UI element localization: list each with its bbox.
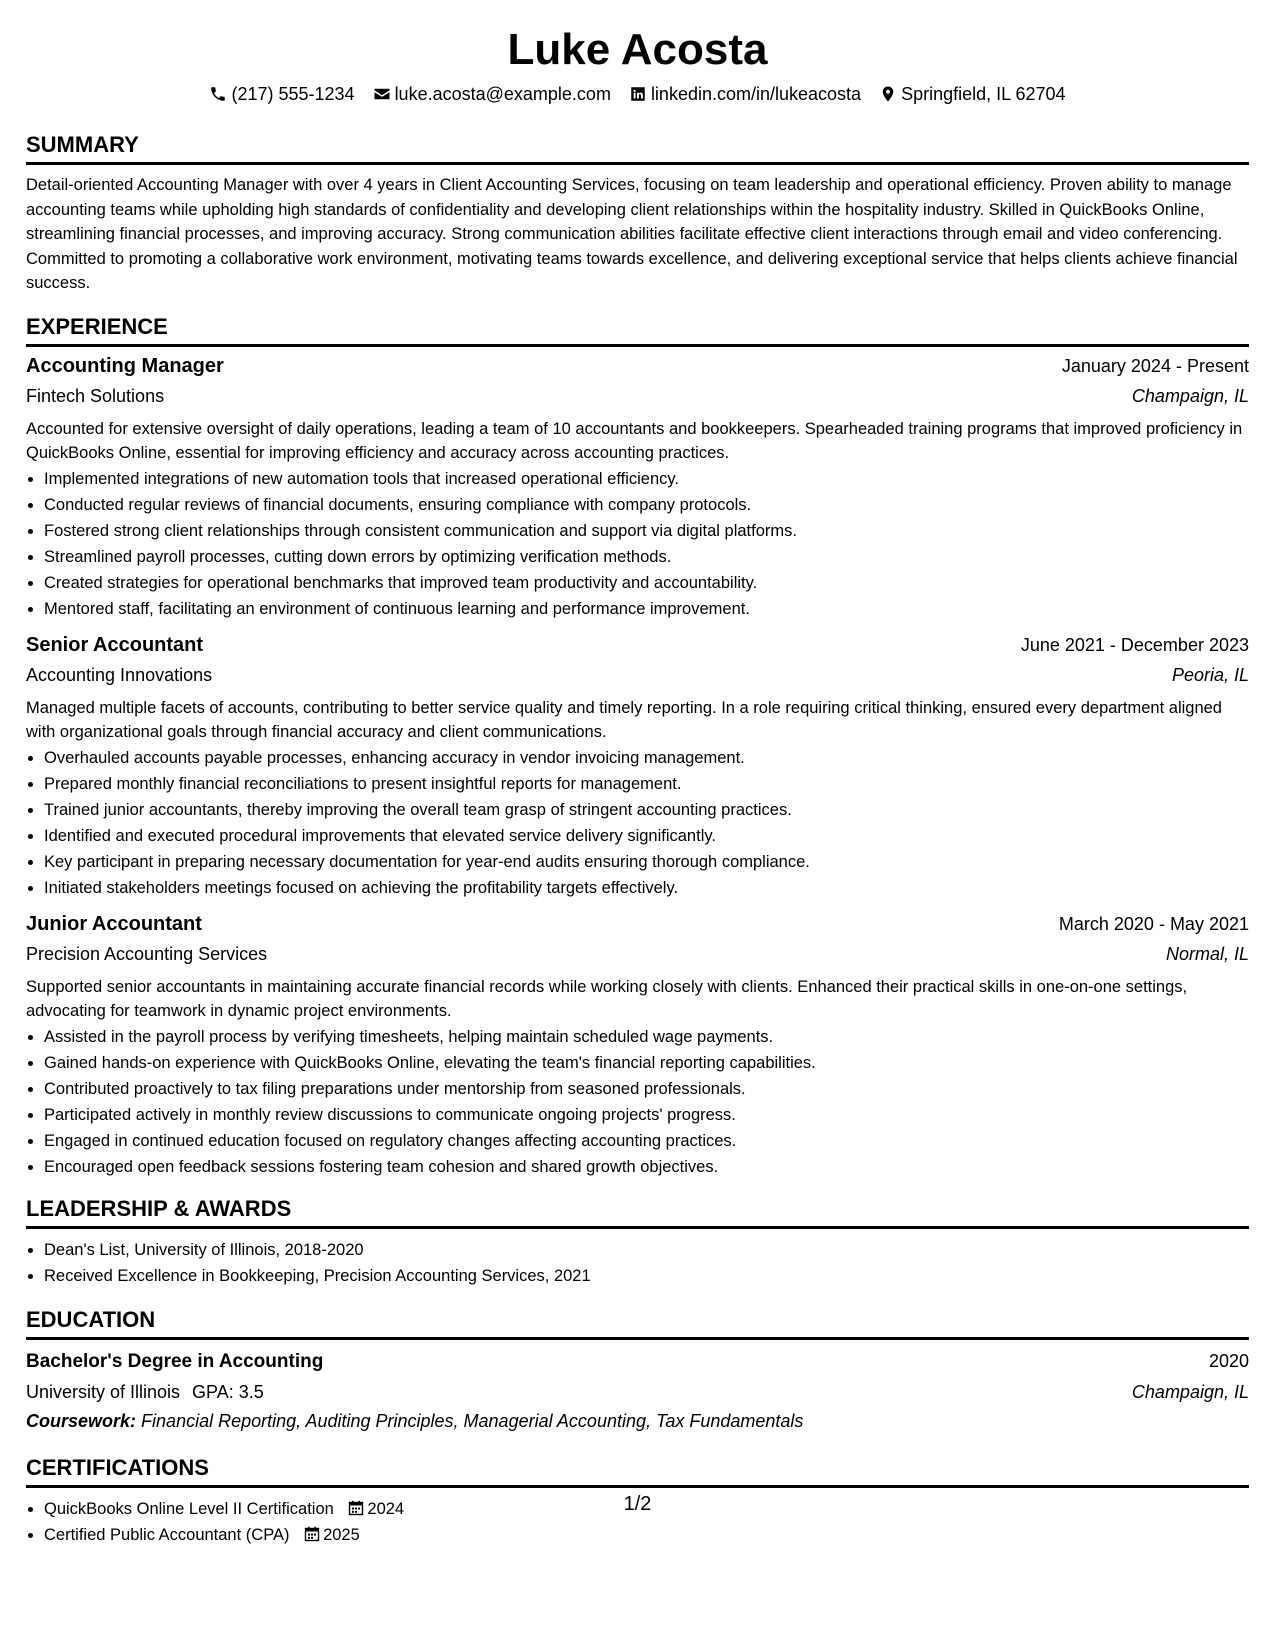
list-item: • Identified and executed procedural improvements that elevated service delivery significantly. [44, 823, 1249, 849]
school-location: Champaign, IL [1131, 1381, 1249, 1402]
contact-linkedin[interactable] [629, 82, 861, 106]
list-item: • Contributed proactively to tax filing preparations under mentorship from seasoned professionals. [44, 1076, 1249, 1102]
section-title-certifications: CERTIFICATIONS [26, 1455, 1249, 1488]
contact-email[interactable] [373, 82, 611, 106]
candidate-name: Luke Acosta [507, 25, 768, 74]
coursework-label: Coursework: [26, 1410, 137, 1431]
job-title: Accounting Manager [26, 354, 224, 377]
list-item: • Engaged in continued education focused on regulatory changes affecting accounting practices. [44, 1128, 1249, 1154]
list-item: • Assisted in the payroll process by verifying timesheets, helping maintain scheduled wage payments. [44, 1024, 1249, 1050]
page-number: 1/2 [623, 1493, 652, 1515]
job-dates: June 2021 - December 2023 [1020, 634, 1249, 655]
school-name: University of Illinois [26, 1381, 181, 1402]
contact-bar [26, 82, 1249, 106]
list-item [44, 1522, 1249, 1548]
job-description: Supported senior accountants in maintaining accurate financial records while working closely with clients. Enhanced their practical skills in one-on-one settings, advocating for teamwork in dynamic project environments. [26, 977, 1188, 1020]
job-location: Normal, IL [1165, 943, 1249, 964]
list-item: • Participated actively in monthly review discussions to communicate ongoing projects' progress. [44, 1102, 1249, 1128]
phone-icon [209, 85, 227, 103]
job-title: Junior Accountant [26, 912, 202, 935]
job-entry [26, 630, 1249, 901]
list-item: • Fostered strong client relationships through consistent communication and support via digital platforms. [44, 518, 1249, 544]
list-item: • Streamlined payroll processes, cutting down errors by optimizing verification methods. [44, 544, 1249, 570]
school-line [26, 1377, 264, 1407]
map-pin-icon [879, 85, 897, 103]
job-dates: January 2024 - Present [1061, 355, 1249, 376]
summary-section [26, 132, 1249, 296]
envelope-icon [373, 85, 391, 103]
certification-year: 2024 [367, 1499, 405, 1518]
section-title-summary: SUMMARY [26, 132, 1249, 165]
gpa: GPA: 3.5 [192, 1381, 264, 1402]
job-company: Precision Accounting Services [26, 943, 268, 964]
calendar-icon [304, 1526, 320, 1542]
list-item: • Received Excellence in Bookkeeping, Precision Accounting Services, 2021 [44, 1263, 1249, 1289]
job-title: Senior Accountant [26, 633, 204, 656]
certification-name: QuickBooks Online Level II Certification [44, 1499, 334, 1518]
certification-name: Certified Public Accountant (CPA) [44, 1525, 290, 1544]
section-title-education: EDUCATION [26, 1307, 1249, 1340]
linkedin-text: linkedin.com/in/lukeacosta [650, 84, 862, 104]
job-entry [26, 351, 1249, 622]
awards-section [26, 1196, 1249, 1289]
contact-location [879, 82, 1065, 106]
coursework [26, 1407, 1249, 1435]
list-item: • Trained junior accountants, thereby improving the overall team grasp of stringent accounting practices. [44, 797, 1249, 823]
list-item: • Encouraged open feedback sessions fostering team cohesion and shared growth objectives. [44, 1154, 1249, 1180]
list-item: • Created strategies for operational benchmarks that improved team productivity and accountability. [44, 570, 1249, 596]
degree-title: Bachelor's Degree in Accounting [26, 1350, 324, 1372]
list-item: • Key participant in preparing necessary documentation for year-end audits ensuring thorough compliance. [44, 849, 1249, 875]
phone-text: (217) 555-1234 [231, 84, 355, 104]
job-description: Managed multiple facets of accounts, contributing to better service quality and timely reporting. In a role requiring critical thinking, ensured every department aligned with organizational goals through financial accuracy and client communications. [26, 698, 1222, 741]
coursework-list: Financial Reporting, Auditing Principles, Managerial Accounting, Tax Fundamentals [141, 1410, 804, 1431]
job-entry [26, 909, 1249, 1180]
list-item: • Dean's List, University of Illinois, 2018-2020 [44, 1237, 1249, 1263]
list-item: • Initiated stakeholders meetings focused on achieving the profitability targets effectively. [44, 875, 1249, 901]
experience-section [26, 314, 1249, 1180]
section-title-awards: LEADERSHIP & AWARDS [26, 1196, 1249, 1229]
job-location: Champaign, IL [1131, 385, 1249, 406]
list-item: • Gained hands-on experience with QuickBooks Online, elevating the team's financial reporting capabilities. [44, 1050, 1249, 1076]
awards-list [26, 1237, 1249, 1289]
linkedin-icon [629, 85, 647, 103]
contact-phone[interactable] [209, 82, 354, 106]
email-text: luke.acosta@example.com [394, 84, 611, 104]
list-item: • Prepared monthly financial reconciliations to present insightful reports for management. [44, 771, 1249, 797]
job-description: Accounted for extensive oversight of daily operations, leading a team of 10 accountants and bookkeepers. Spearheaded training programs that improved proficiency in QuickBooks Online, essential for improving efficiency and accuracy across accounting practices. [26, 419, 1243, 462]
list-item: • Overhauled accounts payable processes, enhancing accuracy in vendor invoicing management. [44, 745, 1249, 771]
job-bullets [26, 745, 1249, 901]
education-section [26, 1307, 1249, 1435]
list-item: • Implemented integrations of new automation tools that increased operational efficiency. [44, 466, 1249, 492]
job-location: Peoria, IL [1171, 664, 1249, 685]
job-company: Accounting Innovations [26, 664, 213, 685]
certification-year: 2025 [323, 1525, 360, 1544]
section-title-experience: EXPERIENCE [26, 314, 1249, 347]
list-item: • Mentored staff, facilitating an environment of continuous learning and performance improvement. [44, 596, 1249, 622]
summary-text: Detail-oriented Accounting Manager with over 4 years in Client Accounting Services, focusing on team leadership and operational efficiency. Proven ability to manage accounting teams while upholding high standards of confidentiality and developing client relationships within the hospitality industry. Skilled in QuickBooks Online, streamlining financial processes, and improving accuracy. Strong communication abilities facilitate effective client interactions through email and video conferencing. Committed to promoting a collaborative work environment, motivating teams towards excellence, and delivering exceptional service that helps clients achieve financial success. [26, 176, 1238, 292]
job-dates: March 2020 - May 2021 [1058, 913, 1249, 934]
job-bullets [26, 1024, 1249, 1180]
job-company: Fintech Solutions [26, 385, 165, 406]
job-bullets [26, 466, 1249, 622]
location-text: Springfield, IL 62704 [901, 84, 1066, 104]
list-item: • Conducted regular reviews of financial documents, ensuring compliance with company protocols. [44, 492, 1249, 518]
graduation-year: 2020 [1208, 1350, 1249, 1371]
